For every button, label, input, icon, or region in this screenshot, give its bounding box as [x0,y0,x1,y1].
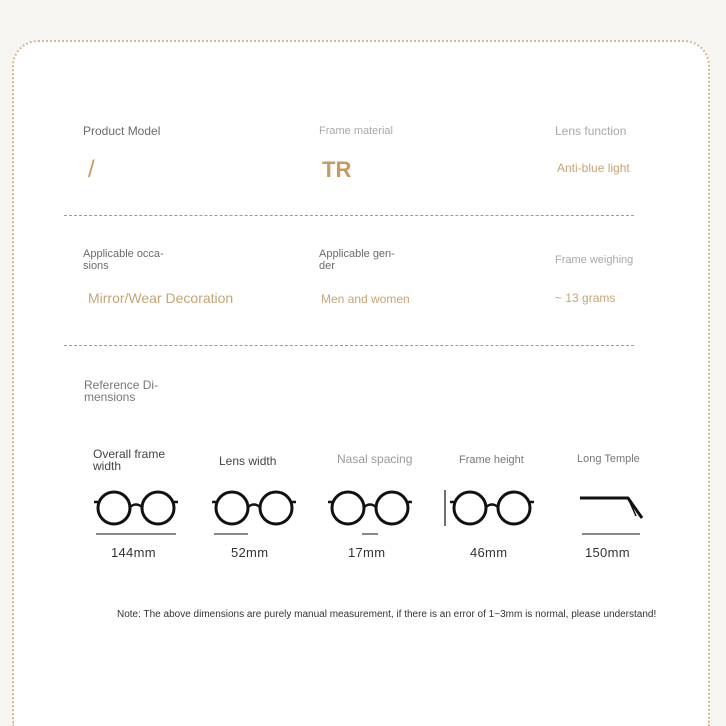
spec-label-product-model: Product Model [83,124,161,138]
spec-value-lens-function: Anti-blue light [557,161,630,175]
section-divider [64,345,634,346]
spec-value-frame-weight: ~ 13 grams [555,291,616,305]
measurement-note: Note: The above dimensions are purely manual measurement, if there is an error of 1~3mm is normal, please understand! [117,609,657,620]
dim-label-overall-width: Overall frame width [93,447,166,473]
dim-value-lens-width: 52mm [231,545,269,560]
dim-label-frame-height: Frame height [459,454,524,466]
spec-label-occasions: Applicable occa- sions [83,248,164,272]
dim-label-lens-width: Lens width [219,454,277,468]
spec-label-frame-material: Frame material [319,125,393,137]
spec-value-gender: Men and women [321,292,410,306]
spec-value-frame-material: TR [322,157,352,182]
dim-value-frame-height: 46mm [470,545,508,560]
dim-value-long-temple: 150mm [585,545,630,560]
dim-value-nasal-spacing: 17mm [348,545,386,560]
reference-dimensions-title: Reference Di- mensions [84,378,159,404]
dim-value-overall-width: 144mm [111,545,156,560]
spec-label-gender: Applicable gen- der [319,248,395,272]
dim-label-nasal-spacing: Nasal spacing [337,452,413,466]
glasses-lens-width-icon [210,488,298,540]
glasses-frame-height-icon [442,488,536,540]
dim-label-long-temple: Long Temple [577,453,640,465]
spec-label-lens-function: Lens function [555,124,627,138]
spec-value-product-model: / [88,156,95,183]
spec-value-occasions: Mirror/Wear Decoration [88,290,234,306]
spec-label-frame-weight: Frame weighing [555,254,634,266]
glasses-overall-width-icon [94,488,182,540]
glasses-nasal-spacing-icon [326,488,414,540]
temple-length-icon [576,488,646,540]
section-divider [64,215,634,216]
